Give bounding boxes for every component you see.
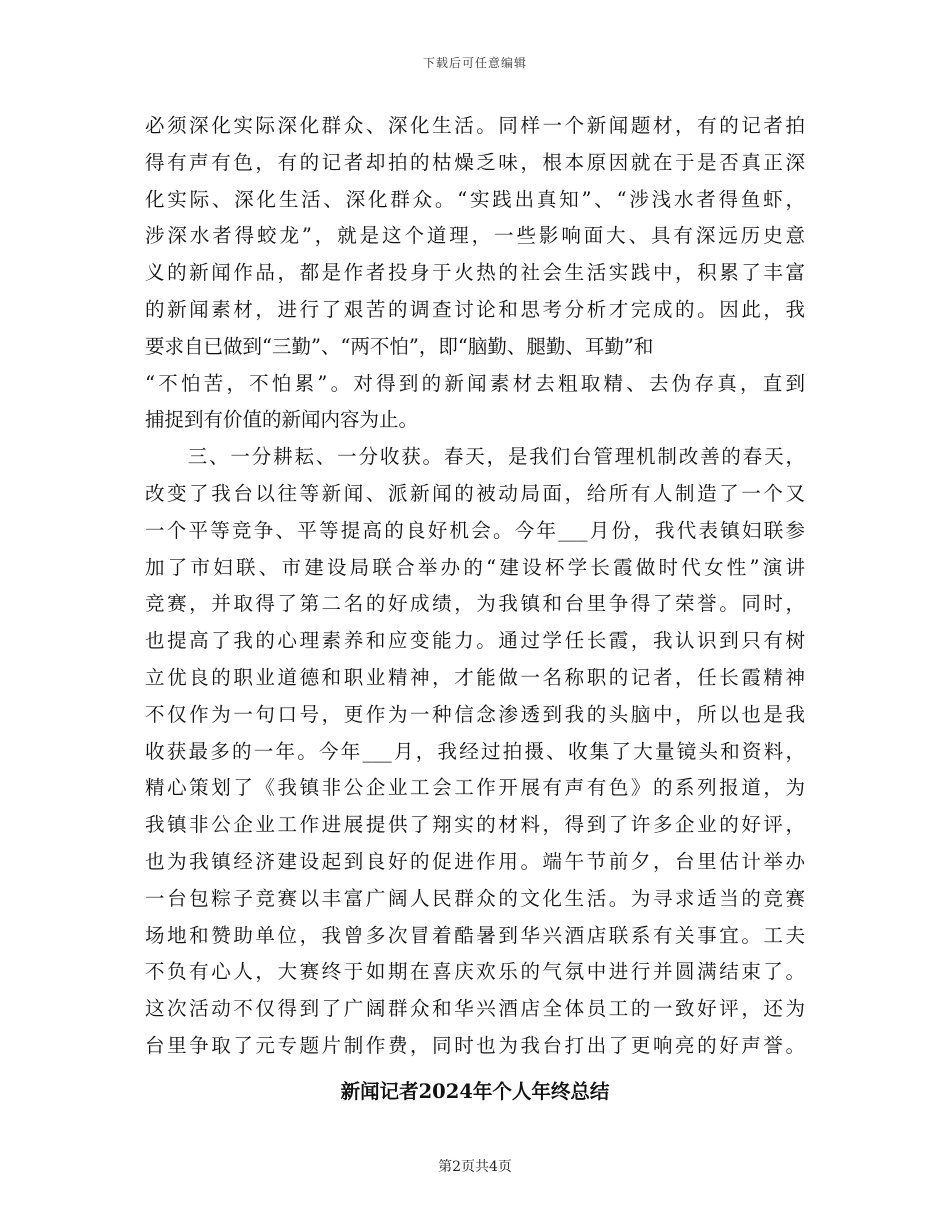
paragraph-line: “不怕苦，不怕累”。对得到的新闻素材去粗取精、去伪存真，直到 [145,371,805,395]
paragraph-line: 加了市妇联、市建设局联合举办的“建设杯学长霞做时代女性”演讲 [145,555,805,579]
paragraph-line: 捕捉到有价值的新闻内容为止。 [145,408,419,432]
document-body [145,108,805,1065]
paragraph-line: 的新闻素材，进行了艰苦的调查讨论和思考分析才完成的。因此，我 [145,297,805,321]
paragraph-2 [145,439,805,1065]
paragraph-line: 立优良的职业道德和职业精神，才能做一名称职的记者，任长霞精神 [145,665,805,689]
paragraph-line: 也为我镇经济建设起到良好的促进作用。端午节前夕，台里估计举办 [145,849,805,873]
paragraph-line: 要求自已做到“三勤”、“两不怕”，即“脑勤、腿勤、耳勤”和 [145,334,654,358]
paragraph-line: 义的新闻作品，都是作者投身于火热的社会生活实践中，积累了丰富 [145,261,805,285]
paragraph-line: 一台包粽子竞赛以丰富广阔人民群众的文化生活。为寻求适当的竞赛 [145,886,805,910]
paragraph-line: 台里争取了元专题片制作费，同时也为我台打出了更响亮的好声誉。 [145,1033,805,1057]
paragraph-line: 精心策划了《我镇非公企业工会工作开展有声有色》的系列报道，为 [145,776,805,800]
section-title: 新闻记者2024年个人年终总结 [340,1080,610,1103]
paragraph-line: 化实际、深化生活、深化群众。“实践出真知”、“涉浅水者得鱼虾， [145,187,805,211]
paragraph-line: 改变了我台以往等新闻、派新闻的被动局面，给所有人制造了一个又 [145,481,805,505]
paragraph-1 [145,108,805,439]
paragraph-line: 竞赛，并取得了第二名的好成绩，为我镇和台里争得了荣誉。同时， [145,592,805,616]
paragraph-line: 场地和赞助单位，我曾多次冒着酷暑到华兴酒店联系有关事宜。工夫 [145,923,805,947]
paragraph-line: 不仅作为一句口号，更作为一种信念渗透到我的头脑中，所以也是我 [145,702,805,726]
paragraph-line: 涉深水者得蛟龙”，就是这个道理，一些影响面大、具有深远历史意 [145,224,805,248]
paragraph-line: 这次活动不仅得到了广阔群众和华兴酒店全体员工的一致好评，还为 [145,997,805,1021]
paragraph-line: 我镇非公企业工作进展提供了翔实的材料，得到了许多企业的好评， [145,813,805,837]
page-number: 第2页共4页 [438,1159,512,1175]
paragraph-line: 一个平等竞争、平等提高的良好机会。今年___月份，我代表镇妇联参 [145,518,805,542]
paragraph-line: 不负有心人，大赛终于如期在喜庆欢乐的气氛中进行并圆满结束了。 [145,960,805,984]
paragraph-line: 也提高了我的心理素养和应变能力。通过学任长霞，我认识到只有树 [145,629,805,653]
paragraph-line: 得有声有色，有的记者却拍的枯燥乏味，根本原因就在于是否真正深 [145,150,805,174]
paragraph-line: 必须深化实际深化群众、深化生活。同样一个新闻题材，有的记者拍 [145,114,805,137]
paragraph-line: 收获最多的一年。今年___月，我经过拍摄、收集了大量镜头和资料， [145,739,805,763]
page-header: 下载后可任意编辑 [422,56,527,70]
paragraph-line: 三、一分耕耘、一分收获。春天，是我们台管理机制改善的春天， [145,445,805,469]
